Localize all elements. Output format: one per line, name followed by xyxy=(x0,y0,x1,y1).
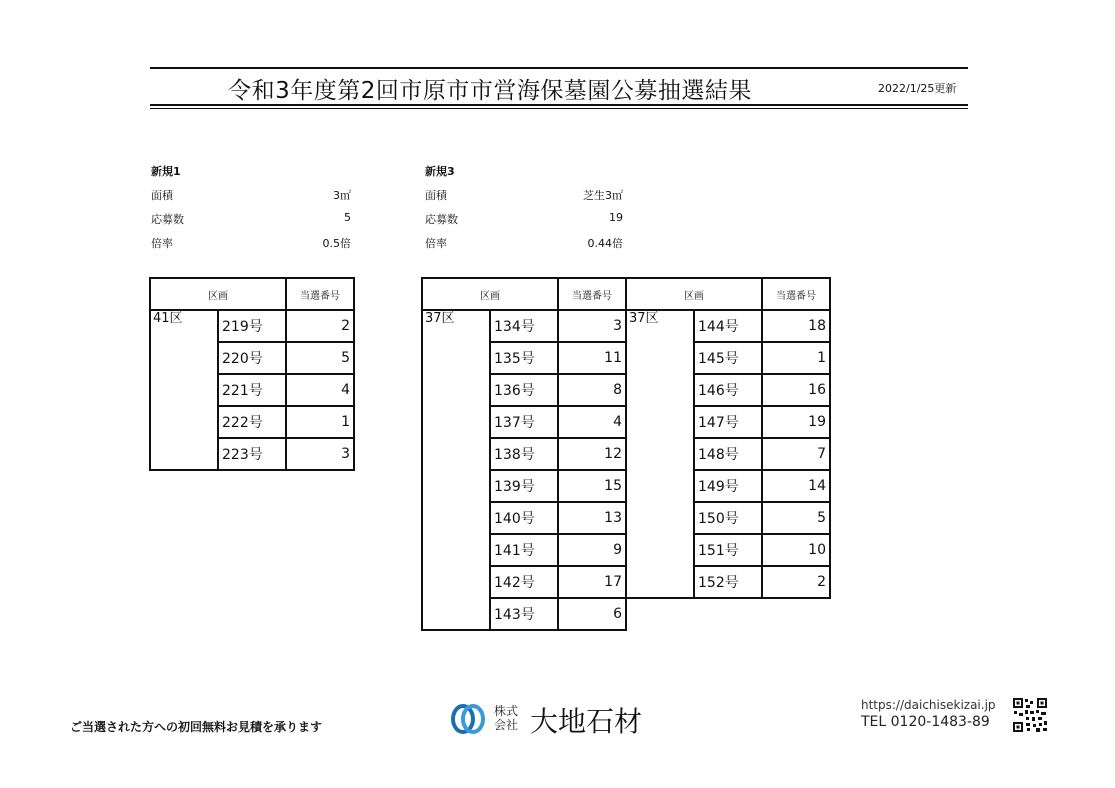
page-title: 令和3年度第2回市原市市営海保墓園公募抽選結果 xyxy=(228,78,752,104)
info-row xyxy=(151,235,351,249)
empty-cell xyxy=(626,598,830,630)
winner-cell: 14 xyxy=(762,470,830,502)
lot-cell: 222号 xyxy=(218,406,286,438)
area-cell: 37区 xyxy=(422,310,490,630)
info-value: 3㎡ xyxy=(333,189,351,202)
info-value: 19 xyxy=(609,211,623,224)
winner-cell: 5 xyxy=(286,342,354,374)
winner-cell: 7 xyxy=(762,438,830,470)
winner-cell: 13 xyxy=(558,502,626,534)
header-area: 区画 xyxy=(150,278,286,310)
winner-cell: 3 xyxy=(558,310,626,342)
lot-cell: 140号 xyxy=(490,502,558,534)
website-link[interactable]: https://daichisekizai.jp xyxy=(861,698,996,712)
info-label: 倍率 xyxy=(151,237,173,250)
info-label: 倍率 xyxy=(425,237,447,250)
results-table-41 xyxy=(149,277,355,471)
winner-cell: 19 xyxy=(762,406,830,438)
lot-cell: 145号 xyxy=(694,342,762,374)
lot-cell: 221号 xyxy=(218,374,286,406)
section3-info xyxy=(425,163,623,253)
info-value: 芝生3㎡ xyxy=(583,189,623,202)
info-row xyxy=(425,235,623,249)
lot-cell: 151号 xyxy=(694,534,762,566)
info-value: 0.44倍 xyxy=(587,237,623,250)
lot-cell: 137号 xyxy=(490,406,558,438)
winner-cell: 5 xyxy=(762,502,830,534)
updated-date: 2022/1/25更新 xyxy=(878,82,957,95)
title-rule-bottom xyxy=(150,104,968,106)
info-row xyxy=(151,211,351,225)
header-winner: 当選番号 xyxy=(286,278,354,310)
header-area: 区画 xyxy=(626,278,762,310)
area-cell: 37区 xyxy=(626,310,694,598)
lot-cell: 135号 xyxy=(490,342,558,374)
header-winner: 当選番号 xyxy=(558,278,626,310)
lot-cell: 152号 xyxy=(694,566,762,598)
info-value: 0.5倍 xyxy=(322,237,351,250)
lot-cell: 139号 xyxy=(490,470,558,502)
title-rule-top xyxy=(150,67,968,69)
table-row xyxy=(150,310,354,342)
lot-cell: 134号 xyxy=(490,310,558,342)
winner-cell: 11 xyxy=(558,342,626,374)
lot-cell: 223号 xyxy=(218,438,286,470)
winner-cell: 18 xyxy=(762,310,830,342)
lot-cell: 148号 xyxy=(694,438,762,470)
lot-cell: 138号 xyxy=(490,438,558,470)
qr-code-icon[interactable] xyxy=(1012,697,1048,733)
winner-cell: 17 xyxy=(558,566,626,598)
lot-cell: 141号 xyxy=(490,534,558,566)
winner-cell: 16 xyxy=(762,374,830,406)
table-header-row xyxy=(150,278,354,310)
section3-heading: 新規3 xyxy=(425,165,455,178)
winner-cell: 9 xyxy=(558,534,626,566)
logo-icon xyxy=(450,702,486,736)
info-row xyxy=(425,187,623,201)
results-table-37 xyxy=(421,277,831,631)
info-row xyxy=(151,187,351,201)
winner-cell: 8 xyxy=(558,374,626,406)
header-winner: 当選番号 xyxy=(762,278,830,310)
info-label: 面積 xyxy=(151,189,173,202)
winner-cell: 3 xyxy=(286,438,354,470)
winner-cell: 1 xyxy=(286,406,354,438)
company-name: 大地石材 xyxy=(530,705,643,738)
area-cell: 41区 xyxy=(150,310,218,470)
table-header-row xyxy=(422,278,830,310)
lot-cell: 220号 xyxy=(218,342,286,374)
winner-cell: 10 xyxy=(762,534,830,566)
lot-cell: 142号 xyxy=(490,566,558,598)
lot-cell: 146号 xyxy=(694,374,762,406)
header-area: 区画 xyxy=(422,278,558,310)
table-row xyxy=(422,310,830,342)
winner-cell: 4 xyxy=(558,406,626,438)
phone-number[interactable]: TEL 0120-1483-89 xyxy=(861,714,990,730)
winner-cell: 1 xyxy=(762,342,830,374)
section1-info xyxy=(151,163,351,253)
section1-heading: 新規1 xyxy=(151,165,181,178)
lot-cell: 143号 xyxy=(490,598,558,630)
info-row xyxy=(425,211,623,225)
lot-cell: 136号 xyxy=(490,374,558,406)
footer-slogan: ご当選された方への初回無料お見積を承ります xyxy=(70,720,323,734)
winner-cell: 12 xyxy=(558,438,626,470)
title-rule-bottom-thin xyxy=(150,108,968,109)
winner-cell: 6 xyxy=(558,598,626,630)
lot-cell: 144号 xyxy=(694,310,762,342)
info-label: 面積 xyxy=(425,189,447,202)
info-label: 応募数 xyxy=(151,213,184,226)
lot-cell: 219号 xyxy=(218,310,286,342)
lot-cell: 149号 xyxy=(694,470,762,502)
company-prefix: 株式会社 xyxy=(494,704,519,732)
winner-cell: 15 xyxy=(558,470,626,502)
info-label: 応募数 xyxy=(425,213,458,226)
winner-cell: 2 xyxy=(286,310,354,342)
lot-cell: 150号 xyxy=(694,502,762,534)
info-value: 5 xyxy=(344,211,351,224)
winner-cell: 2 xyxy=(762,566,830,598)
lot-cell: 147号 xyxy=(694,406,762,438)
winner-cell: 4 xyxy=(286,374,354,406)
